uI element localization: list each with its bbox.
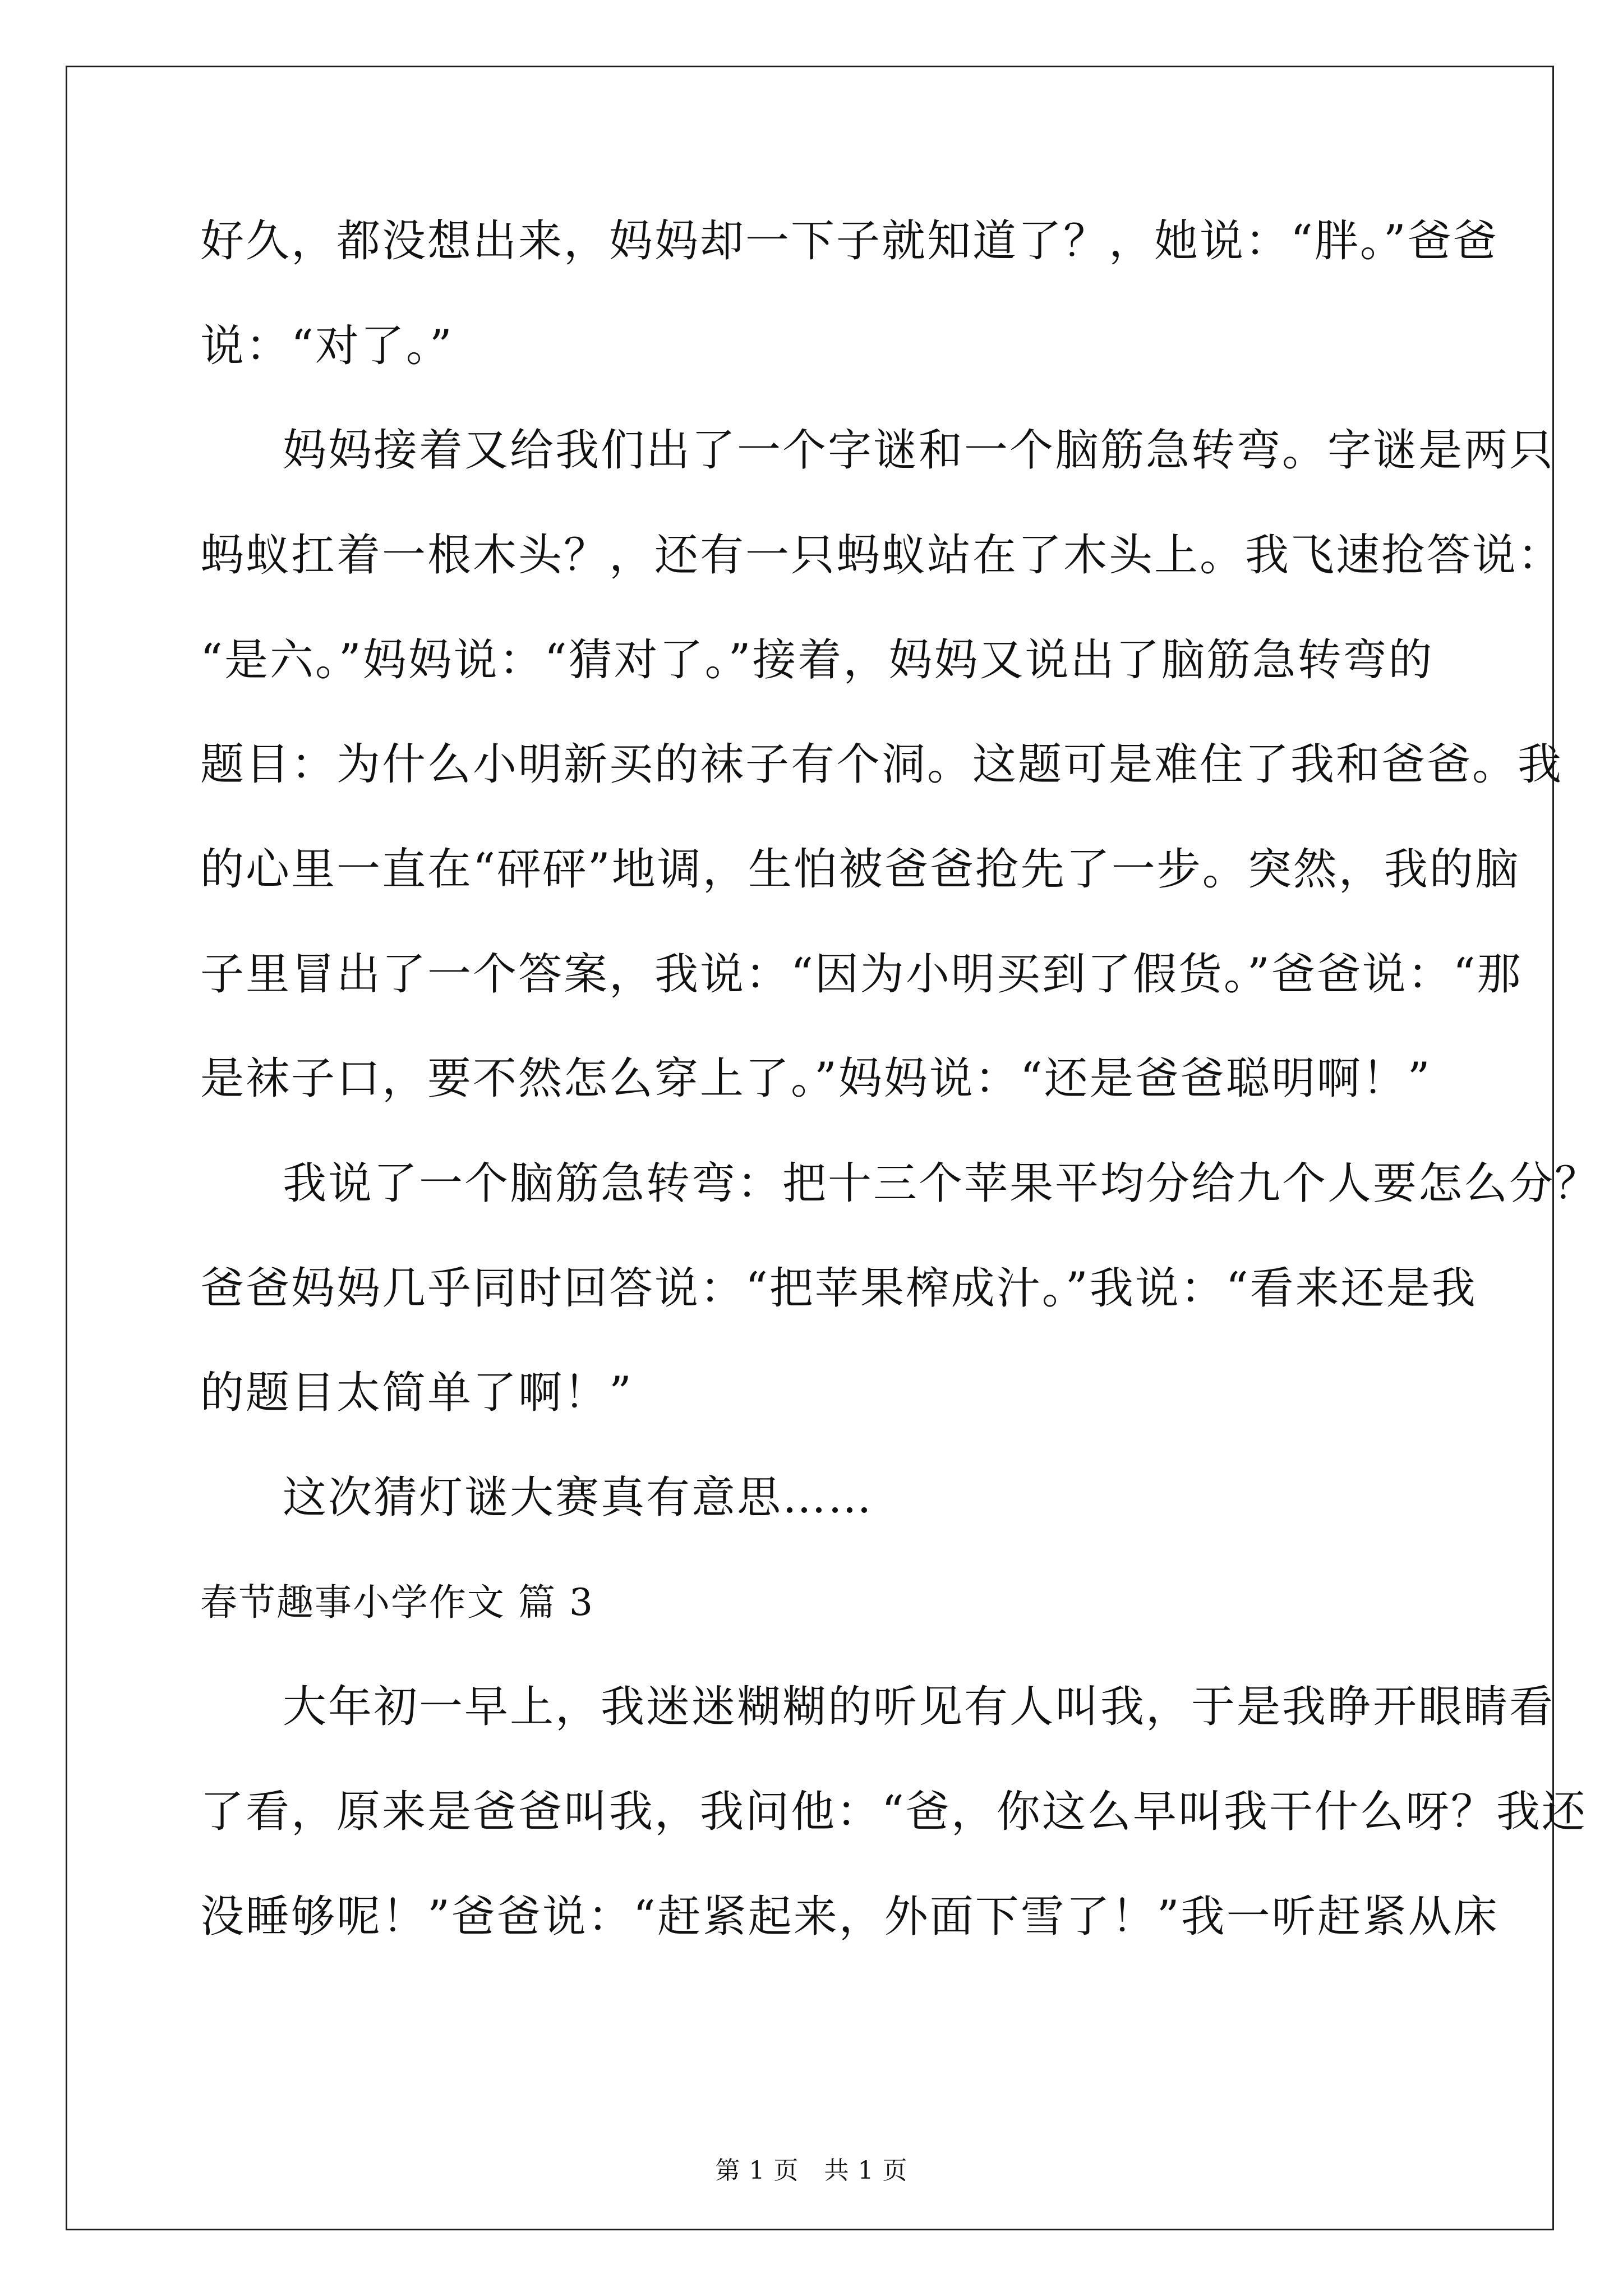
text-line: 题目：为什么小明新买的袜子有个洞。这题可是难住了我和爸爸。我	[200, 739, 1564, 790]
paragraph-first-line: 大年初一早上，我迷迷糊糊的听见有人叫我，于是我睁开眼睛看	[283, 1682, 1555, 1732]
text-line: 的题目太简单了啊！”	[200, 1368, 633, 1418]
paragraph-first-line: 这次猜灯谜大赛真有意思……	[283, 1473, 874, 1523]
text-line: 没睡够呢！”爸爸说：“赶紧起来，外面下雪了！”我一听赶紧从床	[200, 1892, 1499, 1942]
paragraph-first-line: 妈妈接着又给我们出了一个字谜和一个脑筋急转弯。字谜是两只	[283, 425, 1555, 476]
text-line: 爸爸妈妈几乎同时回答说：“把苹果榨成汁。”我说：“看来还是我	[200, 1263, 1477, 1314]
text-line: “是六。”妈妈说：“猜对了。”接着，妈妈又说出了脑筋急转弯的	[200, 635, 1434, 685]
text-line: 是袜子口，要不然怎么穿上了。”妈妈说：“还是爸爸聪明啊！”	[200, 1053, 1432, 1104]
text-line: 了看，原来是爸爸叫我，我问他：“爸，你这么早叫我干什么呀？我还	[200, 1787, 1587, 1837]
text-line: 说：“对了。”	[200, 321, 454, 371]
section-heading: 春节趣事小学作文 篇 3	[200, 1581, 594, 1624]
text-line: 子里冒出了一个答案，我说：“因为小明买到了假货。”爸爸说：“那	[200, 949, 1523, 1000]
paragraph-first-line: 我说了一个脑筋急转弯：把十三个苹果平均分给九个人要怎么分？	[283, 1158, 1601, 1209]
text-line: 好久，都没想出来，妈妈却一下子就知道了？，她说：“胖。”爸爸	[200, 216, 1498, 266]
text-line: 的心里一直在“砰砰”地调，生怕被爸爸抢先了一步。突然，我的脑	[200, 844, 1520, 895]
text-line: 蚂蚁扛着一根木头？，还有一只蚂蚁站在了木头上。我飞速抢答说：	[200, 530, 1564, 581]
page-number-footer: 第 1 页 共 1 页	[715, 2156, 908, 2185]
